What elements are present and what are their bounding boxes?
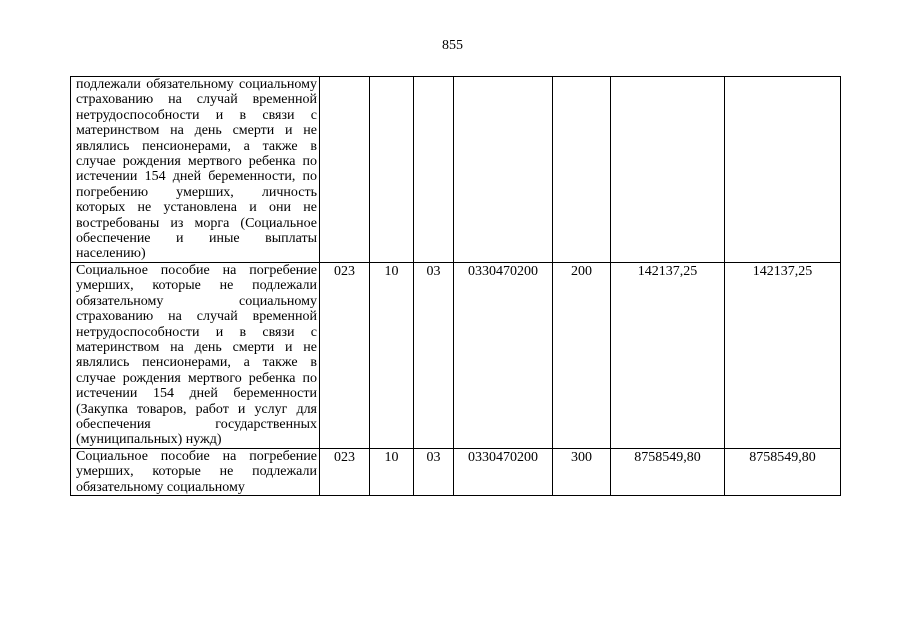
table-row	[71, 262, 841, 448]
row-description: Социальное пособие на погребение умерших, которые не подлежали обязательному социальному страхованию на случай временной нетрудоспособности и в связи с материнством на день смерти и не являлись пенсионерами, а также в случае рождения мертвого ребенка по истечении 154 дней беременности (Закупка товаров, работ и услуг для обеспечения государственных (муниципальных) нужд)	[71, 262, 320, 448]
row-subsection: 03	[414, 448, 454, 495]
table-row	[71, 77, 841, 263]
table-row	[71, 448, 841, 495]
row-description: Социальное пособие на погребение умерших, которые не подлежали обязательному социальному	[71, 448, 320, 495]
row-amount-1	[611, 77, 725, 263]
row-amount-2: 8758549,80	[725, 448, 841, 495]
row-expense-type: 300	[553, 448, 611, 495]
row-subsection: 03	[414, 262, 454, 448]
row-amount-2	[725, 77, 841, 263]
page-number: 855	[442, 38, 463, 53]
row-code	[320, 77, 370, 263]
row-code: 023	[320, 448, 370, 495]
row-subsection	[414, 77, 454, 263]
row-code: 023	[320, 262, 370, 448]
row-expense-type: 200	[553, 262, 611, 448]
budget-table	[70, 76, 841, 496]
row-amount-2: 142137,25	[725, 262, 841, 448]
row-target: 0330470200	[454, 448, 553, 495]
row-amount-1: 142137,25	[611, 262, 725, 448]
row-target: 0330470200	[454, 262, 553, 448]
row-section: 10	[370, 448, 414, 495]
row-expense-type	[553, 77, 611, 263]
row-description: подлежали обязательному социальному страхованию на случай временной нетрудоспособности и в связи с материнством на день смерти и не являлись пенсионерами, а также в случае рождения мертвого ребенка по истечении 154 дней беременности, по погребению умерших, личность которых не установлена и они не востребованы из морга (Социальное обеспечение и иные выплаты населению)	[71, 77, 320, 263]
row-amount-1: 8758549,80	[611, 448, 725, 495]
row-target	[454, 77, 553, 263]
row-section: 10	[370, 262, 414, 448]
row-section	[370, 77, 414, 263]
